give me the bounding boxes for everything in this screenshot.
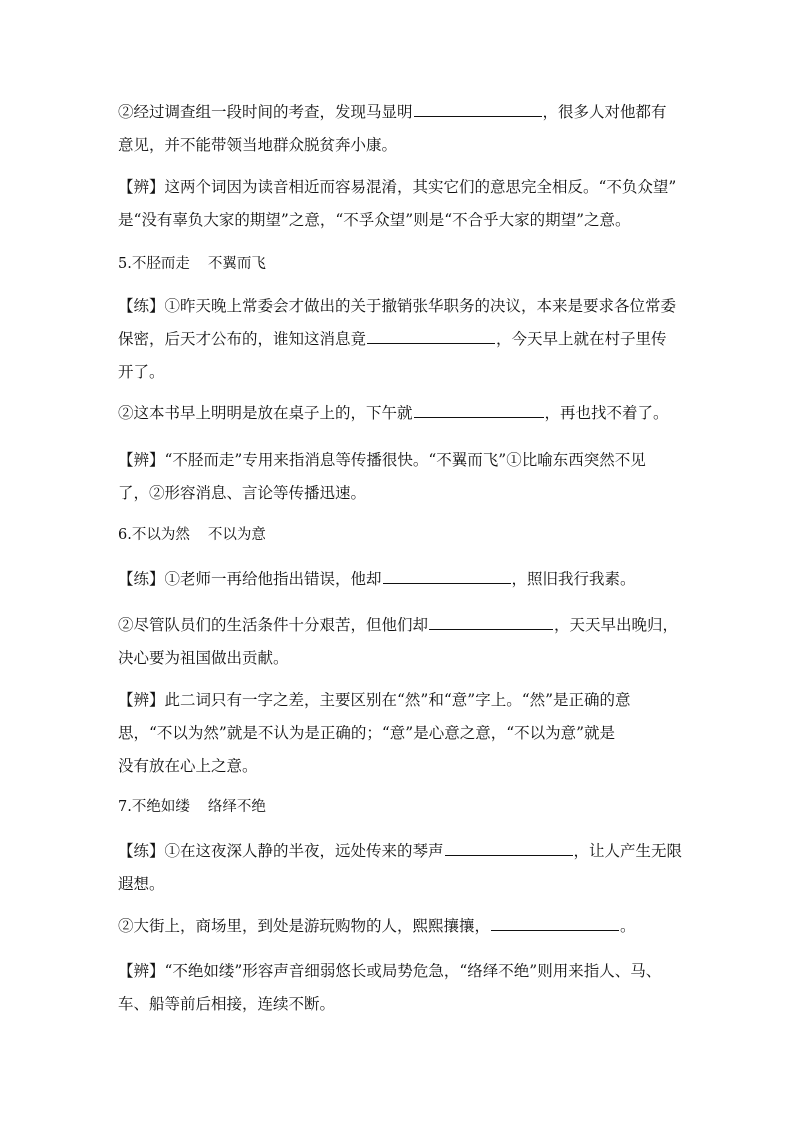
text-segment: ，再也找不着了。 <box>544 404 669 422</box>
text-line: 意见，并不能带领当地群众脱贫奔小康。 <box>118 136 398 154</box>
text-line: 遐想。 <box>118 875 165 893</box>
fill-in-blank <box>414 101 542 117</box>
explanation-paragraph <box>118 444 678 510</box>
text-segment: 。 <box>620 917 636 935</box>
text-line: 车、船等前后相接，连续不断。 <box>118 995 336 1013</box>
text-segment: ②大街上，商场里，到处是游玩购物的人，熙熙攘攘， <box>118 917 491 935</box>
heading-word-1: 6.不以为然 <box>118 527 190 543</box>
fill-in-blank <box>367 328 495 344</box>
exercise-paragraph <box>118 290 678 389</box>
explanation-paragraph <box>118 171 678 237</box>
text-line: 【辨】“不绝如缕”形容声音细弱悠长或局势危急，“络绎不绝”则用来指人、马、 <box>118 962 662 980</box>
text-line: 【辨】此二词只有一字之差，主要区别在“然”和“意”字上。“然”是正确的意 <box>118 691 631 709</box>
text-line: 【辨】这两个词因为读音相近而容易混淆，其实它们的意思完全相反。“不负众望” <box>118 178 677 196</box>
text-segment: ，让人产生无限 <box>573 842 683 860</box>
text-segment: 保密，后天才公布的，谁知这消息竟 <box>118 330 367 348</box>
text-line: 开了。 <box>118 363 165 381</box>
fill-in-blank <box>429 614 553 630</box>
text-line: 没有放在心上之意。 <box>118 757 258 775</box>
explanation-paragraph <box>118 684 678 783</box>
text-segment: ，今天早上就在村子里传 <box>496 330 667 348</box>
heading-word-2: 络绎不绝 <box>207 799 266 815</box>
heading-word-2: 不以为意 <box>207 527 266 543</box>
text-line: 【练】①昨天晚上常委会才做出的关于撤销张华职务的决议，本来是要求各位常委 <box>118 297 677 315</box>
text-segment: 【练】①在这夜深人静的半夜，远处传来的琴声 <box>118 842 444 860</box>
exercise-paragraph <box>118 835 683 901</box>
fill-in-blank <box>383 568 511 584</box>
exercise-paragraph <box>118 96 678 162</box>
text-segment: ，照旧我行我素。 <box>511 570 636 588</box>
text-segment: ②经过调查组一段时间的考查，发现马显明 <box>118 103 413 121</box>
exercise-paragraph <box>118 397 678 430</box>
text-segment: ②这本书早上明明是放在桌子上的，下午就 <box>118 404 413 422</box>
exercise-paragraph <box>118 563 678 596</box>
fill-in-blank <box>491 915 619 931</box>
word-pair-heading <box>118 791 678 824</box>
explanation-paragraph <box>118 955 678 1021</box>
fill-in-blank <box>445 840 573 856</box>
text-line: 思，“不以为然”就是不认为是正确的；“意”是心意之意，“不以为意”就是 <box>118 724 616 742</box>
text-line: 是“没有辜负大家的期望”之意，“不孚众望”则是“不合乎大家的期望”之意。 <box>118 211 631 229</box>
text-segment: ，很多人对他都有 <box>542 103 667 121</box>
word-pair-heading <box>118 519 678 552</box>
text-segment: 【练】①老师一再给他指出错误，他却 <box>118 570 382 588</box>
text-segment: ②尽管队员们的生活条件十分艰苦，但他们却 <box>118 616 429 634</box>
heading-word-1: 5.不胫而走 <box>118 256 190 272</box>
exercise-paragraph <box>118 609 678 675</box>
heading-word-2: 不翼而飞 <box>207 256 266 272</box>
text-line: 了，②形容消息、言论等传播迅速。 <box>118 484 367 502</box>
exercise-paragraph <box>118 910 678 943</box>
text-segment: ，天天早出晚归， <box>554 616 679 634</box>
text-line: 决心要为祖国做出贡献。 <box>118 649 289 667</box>
fill-in-blank <box>414 402 544 418</box>
heading-word-1: 7.不绝如缕 <box>118 799 190 815</box>
word-pair-heading <box>118 248 678 281</box>
text-line: 【辨】“不胫而走”专用来指消息等传播很快。“不翼而飞”①比喻东西突然不见 <box>118 451 646 469</box>
